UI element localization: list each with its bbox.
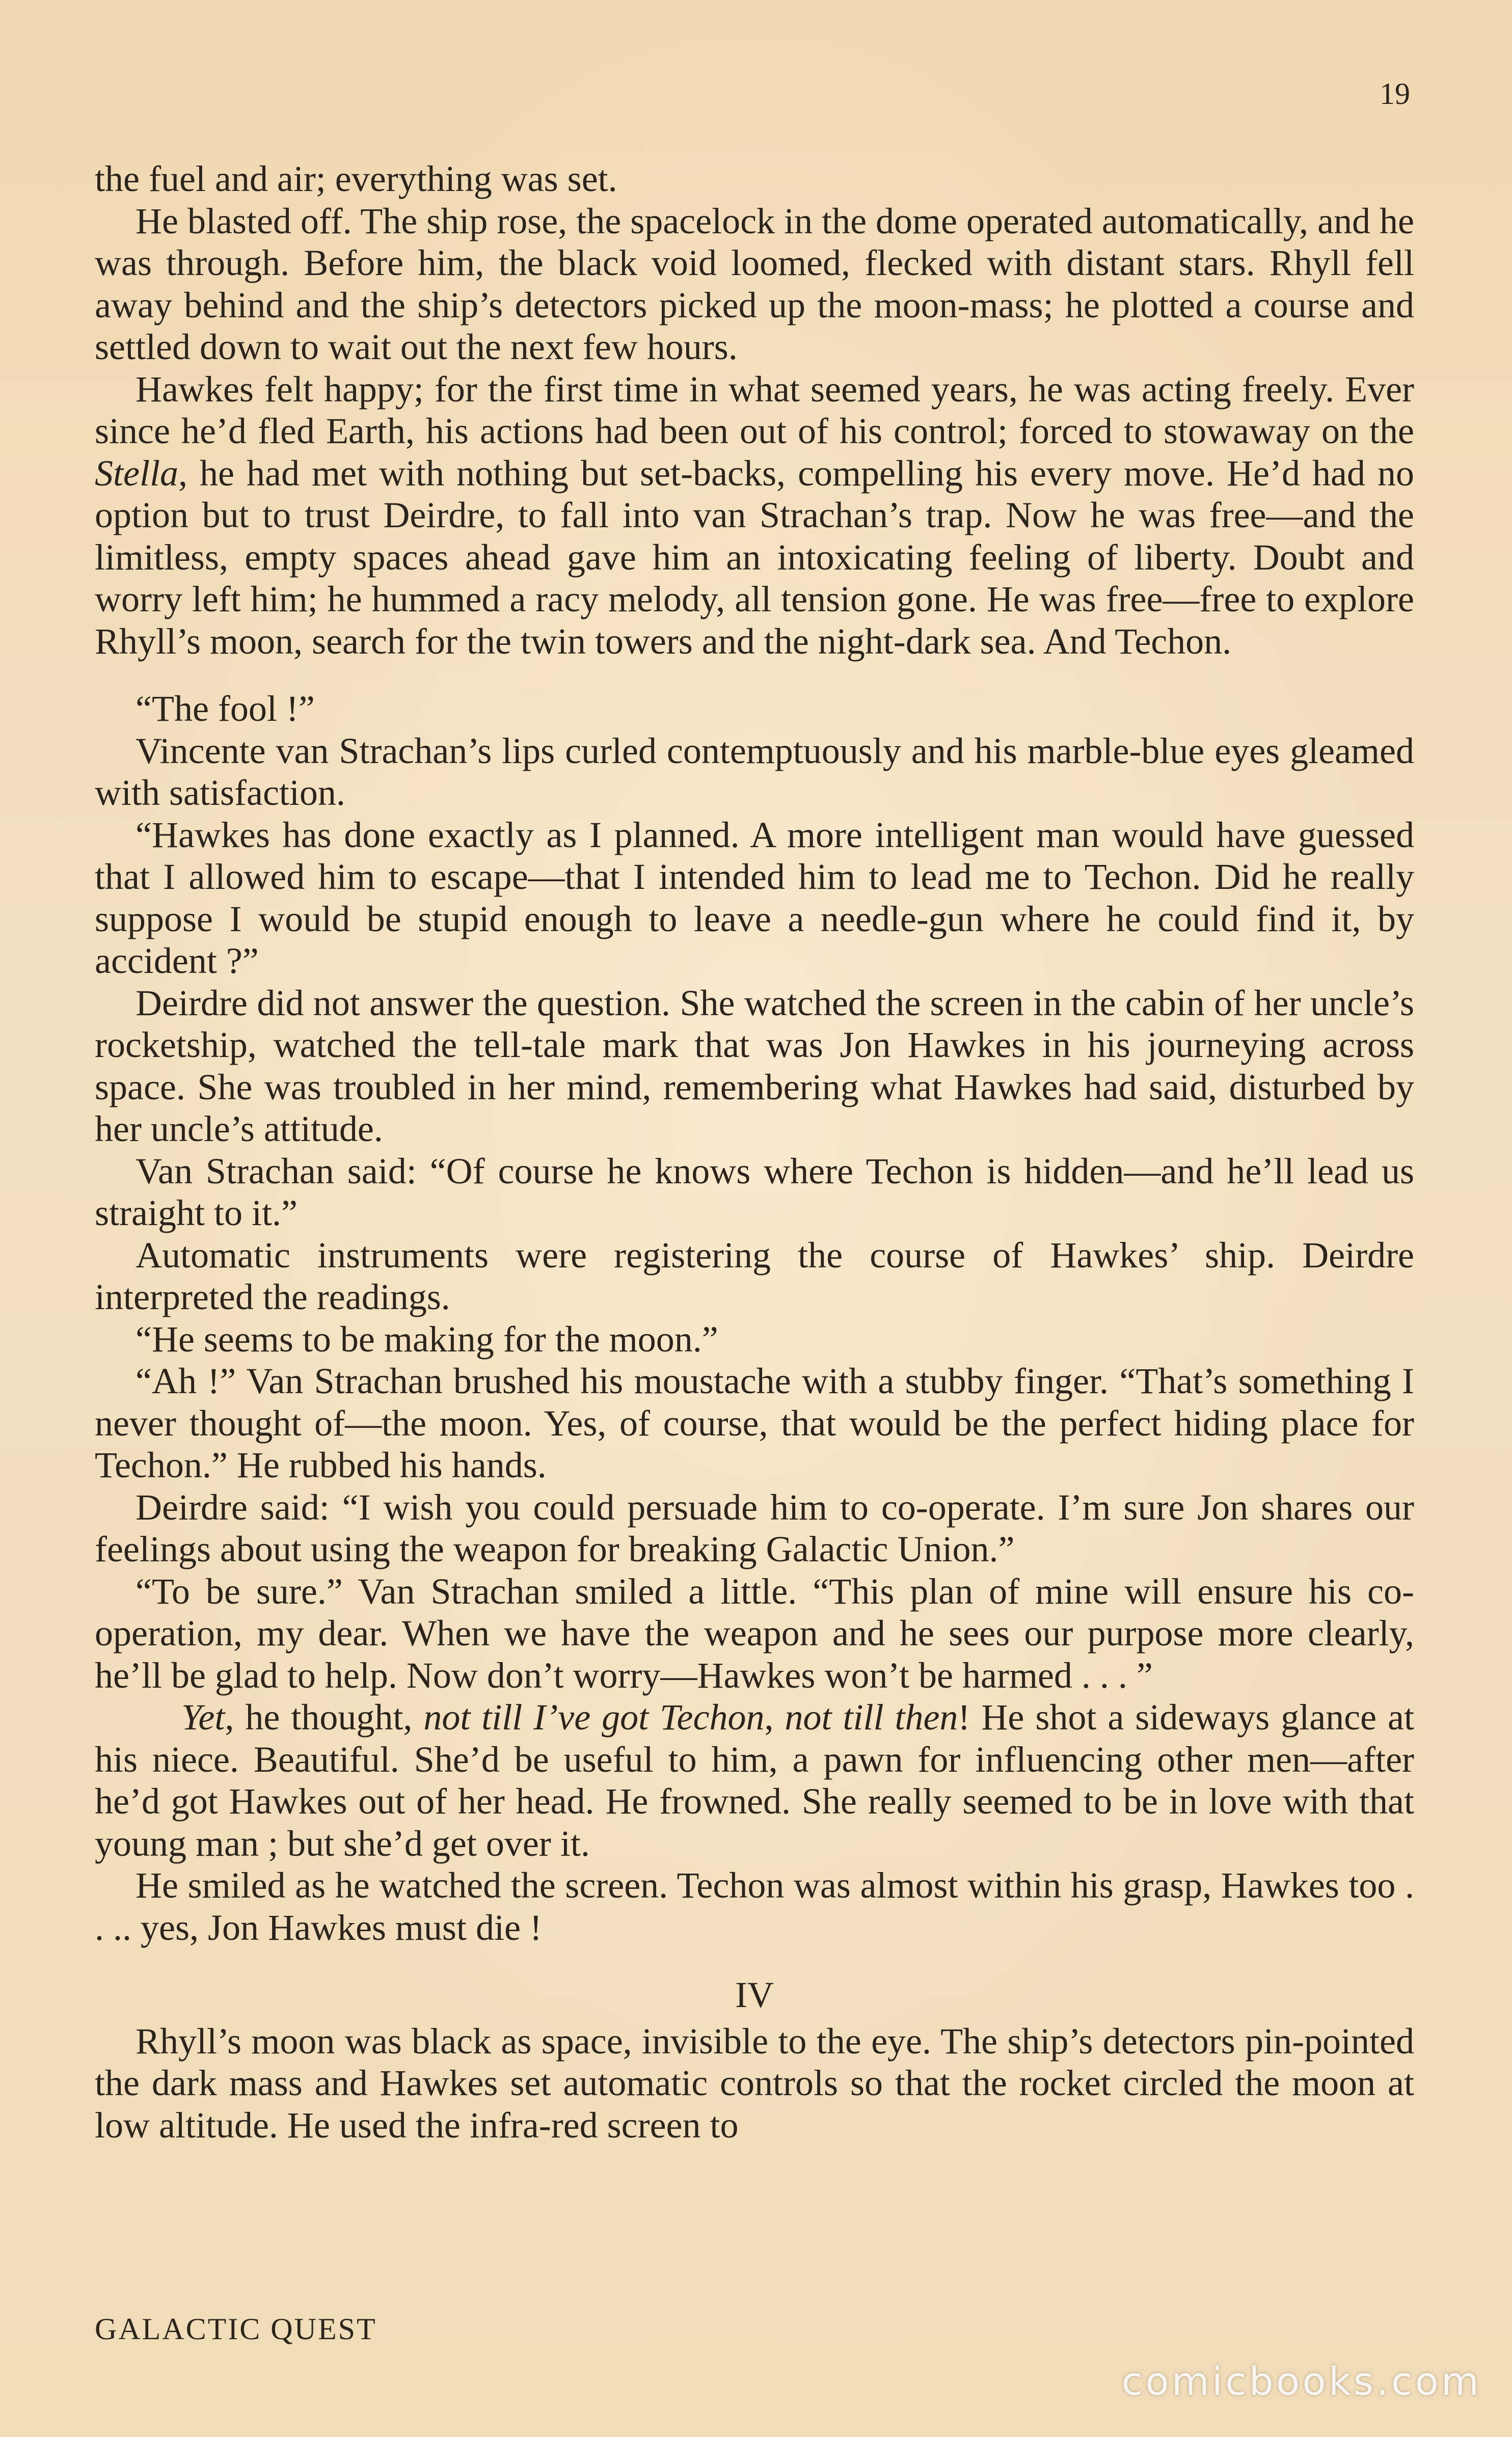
text-run: Van Strachan said: “Of course he knows where Techon is hidden—and he’ll lead us straight to it.” xyxy=(95,1150,1414,1233)
paragraph xyxy=(95,688,1414,730)
text-run: “He seems to be making for the moon.” xyxy=(136,1318,718,1360)
paragraph xyxy=(95,730,1414,814)
text-run: ! He shot a sideways glance at his niece. Beautiful. She’d be useful to him, a pawn for influencing other men—after he’d got Hawkes out of her head. He frowned. She really seemed to be in love with that young man ; but she’d get over it. xyxy=(95,1697,1415,1864)
page-number: 19 xyxy=(1380,77,1410,111)
paragraph xyxy=(95,2020,1414,2147)
text-run: Deirdre said: “I wish you could persuade him to co-operate. I’m sure Jon shares our feelings about using the weapon for breaking Galactic Union.” xyxy=(95,1486,1414,1569)
running-footer-title: GALACTIC QUEST xyxy=(95,2312,377,2346)
text-run: IV xyxy=(735,1974,774,2015)
paragraph xyxy=(95,1150,1414,1234)
text-run: “Ah !” Van Strachan brushed his moustache with a stubby finger. “That’s something I never thought of—the moon. Yes, of course, that would be the perfect hiding place for Techon.” He rubbed his hands. xyxy=(95,1361,1414,1485)
paragraph xyxy=(95,368,1414,663)
paragraph xyxy=(95,1318,1414,1361)
paragraph xyxy=(95,814,1414,982)
paragraph xyxy=(95,1234,1414,1318)
paragraph xyxy=(95,1486,1414,1570)
text-run: Vincente van Strachan’s lips curled contemptuously and his marble-blue eyes gleamed with satisfaction. xyxy=(95,730,1414,813)
text-run: the fuel and air; everything was set. xyxy=(95,158,617,199)
chapter-heading xyxy=(95,1974,1414,2016)
text-run: He smiled as he watched the screen. Techon was almost within his grasp, Hawkes too . . .. yes, Jon Hawkes must die ! xyxy=(95,1865,1414,1948)
text-run: Hawkes felt happy; for the first time in what seemed years, he was acting freely. Ever since he’d fled Earth, his actions had been out of his control; forced to stowaway on the xyxy=(95,368,1414,451)
paragraph xyxy=(95,158,1414,200)
paragraph xyxy=(95,200,1414,368)
italic-text: not till I’ve got Techon xyxy=(423,1697,765,1738)
text-run: , he thought, xyxy=(225,1697,424,1738)
text-run: Deirdre did not answer the question. She watched the screen in the cabin of her uncle’s rocketship, watched the tell-tale mark that was Jon Hawkes in his journeying across space. She was troubled in her mind, remembering what Hawkes had said, disturbed by her uncle’s attitude. xyxy=(95,982,1414,1149)
text-run: Rhyll’s moon was black as space, invisible to the eye. The ship’s detectors pin-pointed the dark mass and Hawkes set automatic controls so that the rocket circled the moon at low altitude. He used the infra-red screen to xyxy=(95,2020,1414,2146)
italic-text: Stella xyxy=(95,452,178,494)
paragraph xyxy=(95,1570,1414,1697)
text-run: “To be sure.” Van Strachan smiled a little. “This plan of mine will ensure his co-operation, my dear. When we have the weapon and he sees our purpose more clearly, he’ll be glad to help. Now don’t worry—Hawkes won’t be harmed . . . ” xyxy=(95,1570,1414,1696)
site-watermark: comicbooks.com xyxy=(1121,2359,1481,2404)
text-run: “Hawkes has done exactly as I planned. A more intelligent man would have guessed that I allowed him to escape—that I intended him to lead me to Techon. Did he really suppose I would be stupid enough to leave a needle-gun where he could find it, by accident ?” xyxy=(95,814,1414,981)
story-text xyxy=(95,158,1414,2146)
paragraph xyxy=(95,1864,1414,1948)
paragraph xyxy=(95,982,1414,1150)
paragraph xyxy=(95,1696,1414,1864)
italic-text: Yet xyxy=(181,1697,225,1738)
text-run: , he had met with nothing but set-backs, compelling his every move. He’d had no option but to trust Deirdre, to fall into van Strachan’s trap. Now he was free—and the limitless, empty spaces ahead gave him an intoxicating feeling of liberty. Doubt and worry left him; he hummed a racy melody, all tension gone. He was free—free to explore Rhyll’s moon, search for the twin towers and the night-dark sea. And Techon. xyxy=(95,452,1414,662)
text-run: “The fool !” xyxy=(136,688,315,729)
text-run: Automatic instruments were registering the course of Hawkes’ ship. Deirdre interpreted the readings. xyxy=(95,1234,1414,1317)
text-run: , xyxy=(764,1697,785,1738)
italic-text: not till then xyxy=(785,1697,958,1738)
paragraph xyxy=(95,1360,1414,1486)
text-run: He blasted off. The ship rose, the spacelock in the dome operated automatically, and he was through. Before him, the black void loomed, flecked with distant stars. Rhyll fell away behind and the ship’s detectors picked up the moon-mass; he plotted a course and settled down to wait out the next few hours. xyxy=(95,200,1414,367)
